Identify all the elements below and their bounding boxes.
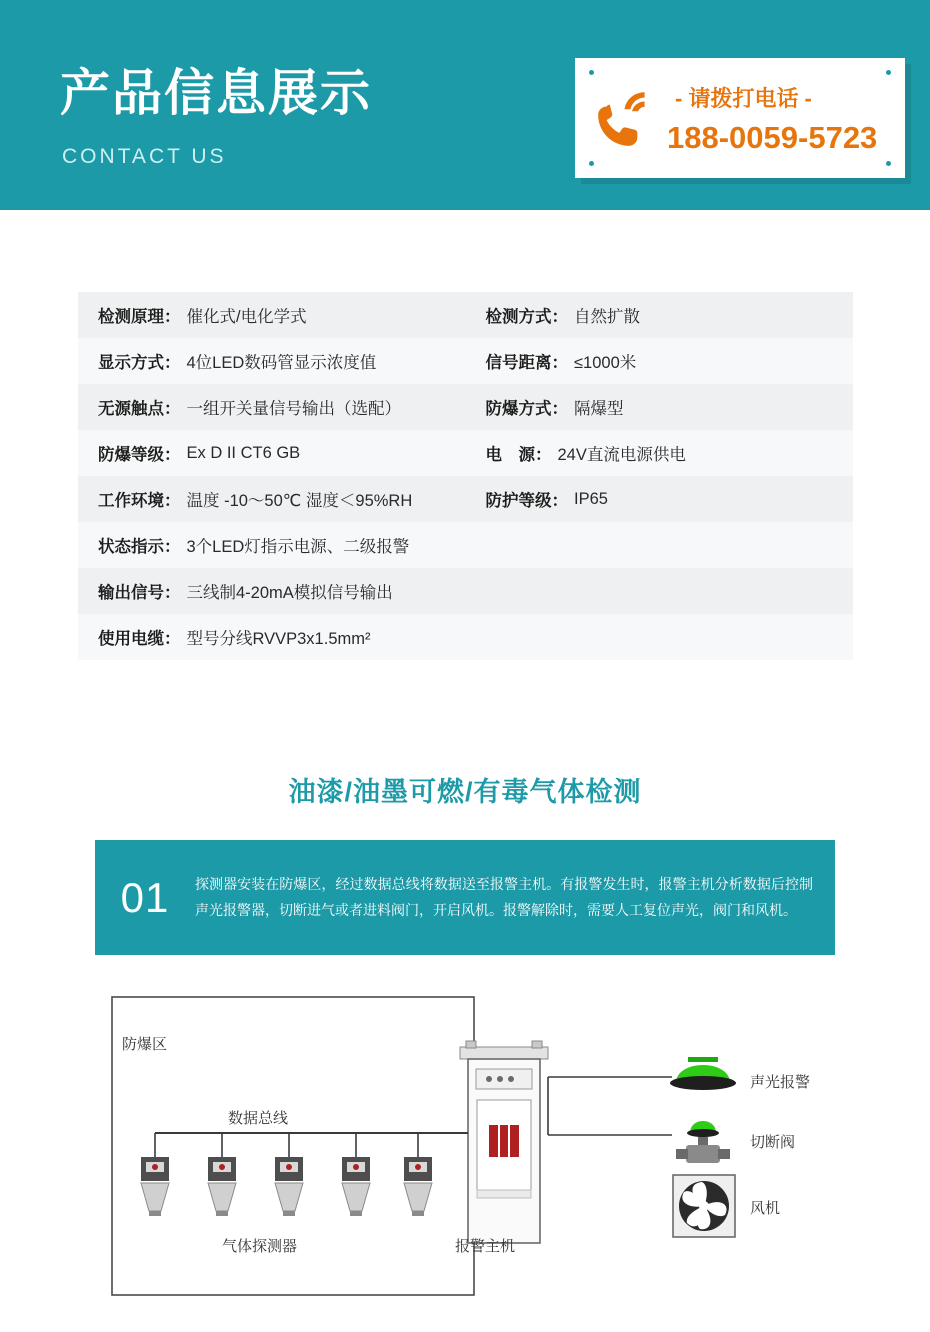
detector-label: 气体探测器 — [222, 1238, 298, 1255]
page-subtitle: CONTACT US — [62, 145, 227, 168]
table-row — [78, 614, 853, 660]
spec-key: 使用电缆： — [98, 630, 181, 648]
phone-number[interactable]: 188-0059-5723 — [667, 120, 878, 155]
spec-cell — [466, 292, 854, 338]
spec-value: 4位LED数码管显示浓度值 — [186, 354, 377, 372]
spec-value: IP65 — [574, 489, 608, 508]
telephone-icon — [593, 86, 659, 152]
table-row — [78, 476, 853, 522]
spec-value: 隔爆型 — [574, 400, 624, 418]
sound-light-alarm-label: 声光报警 — [750, 1074, 811, 1091]
spec-value: 催化式/电化学式 — [186, 308, 307, 326]
corner-dot-bottom-right — [886, 161, 891, 166]
spec-key: 检测方式： — [485, 308, 568, 326]
spec-key: 工作环境： — [98, 492, 181, 510]
spec-value: 24V直流电源供电 — [557, 446, 686, 464]
spec-value: 型号分线RVVP3x1.5mm² — [186, 630, 371, 648]
corner-dot-top-right — [886, 70, 891, 75]
spec-value: 3个LED灯指示电源、二级报警 — [186, 538, 410, 556]
table-row — [78, 292, 853, 338]
spec-cell — [466, 430, 854, 476]
spec-key: 无源触点： — [98, 400, 181, 418]
spec-cell — [78, 568, 853, 614]
spec-cell — [78, 522, 853, 568]
spec-cell — [78, 338, 466, 384]
call-prompt-label: - 请拨打电话 - — [675, 86, 812, 111]
spec-key: 输出信号： — [98, 584, 181, 602]
corner-dot-top-left — [589, 70, 594, 75]
fan-label: 风机 — [750, 1200, 781, 1217]
spec-key: 防爆方式： — [485, 400, 568, 418]
alarm-host-label: 报警主机 — [455, 1238, 516, 1255]
section-title: 油漆/油墨可燃/有毒气体检测 — [288, 777, 642, 807]
spec-table — [78, 292, 853, 660]
zone-label: 防爆区 — [122, 1036, 168, 1053]
spec-cell — [78, 476, 466, 522]
spec-cell — [466, 384, 854, 430]
spec-cell — [78, 614, 853, 660]
step-callout — [95, 840, 835, 955]
spec-value: ≤1000米 — [574, 354, 637, 372]
table-row — [78, 568, 853, 614]
spec-key: 信号距离： — [485, 354, 568, 372]
spec-key: 防护等级： — [485, 492, 568, 510]
spec-value: 温度 -10～50℃ 湿度＜95%RH — [186, 492, 413, 510]
spec-cell — [466, 338, 854, 384]
spec-key: 状态指示： — [98, 538, 181, 556]
sound-light-alarm-icon — [670, 1057, 736, 1090]
spec-cell — [78, 430, 466, 476]
spec-cell — [78, 384, 466, 430]
step-number: 01 — [120, 873, 170, 921]
page-header — [0, 0, 930, 210]
spec-cell — [78, 292, 466, 338]
data-bus-label: 数据总线 — [228, 1110, 289, 1127]
contact-card — [575, 58, 905, 178]
table-row — [78, 430, 853, 476]
alarm-host — [460, 1041, 548, 1243]
spec-key: 防爆等级： — [98, 446, 181, 464]
spec-key: 显示方式： — [98, 354, 181, 372]
spec-value: 自然扩散 — [574, 308, 640, 326]
corner-dot-bottom-left — [589, 161, 594, 166]
shutoff-valve-icon — [676, 1121, 730, 1163]
table-row — [78, 338, 853, 384]
spec-key: 检测原理： — [98, 308, 181, 326]
spec-key: 电 源： — [485, 446, 552, 464]
shutoff-valve-label: 切断阀 — [750, 1134, 796, 1151]
spec-value: Ex D II CT6 GB — [186, 443, 301, 462]
step-description: 探测器安装在防爆区，经过数据总线将数据送至报警主机。有报警发生时，报警主机分析数据后控制声光报警器，切断进气或者进料阀门，开启风机。报警解除时，需要人工复位声光，阀门和风机。 — [195, 875, 813, 918]
table-row — [78, 384, 853, 430]
fan-icon — [673, 1175, 735, 1237]
spec-value: 一组开关量信号输出（选配） — [186, 400, 401, 418]
page-title: 产品信息展示 — [60, 65, 372, 121]
spec-value: 三线制4-20mA模拟信号输出 — [186, 584, 393, 602]
system-diagram — [0, 985, 930, 1315]
table-row — [78, 522, 853, 568]
spec-cell — [466, 476, 854, 522]
